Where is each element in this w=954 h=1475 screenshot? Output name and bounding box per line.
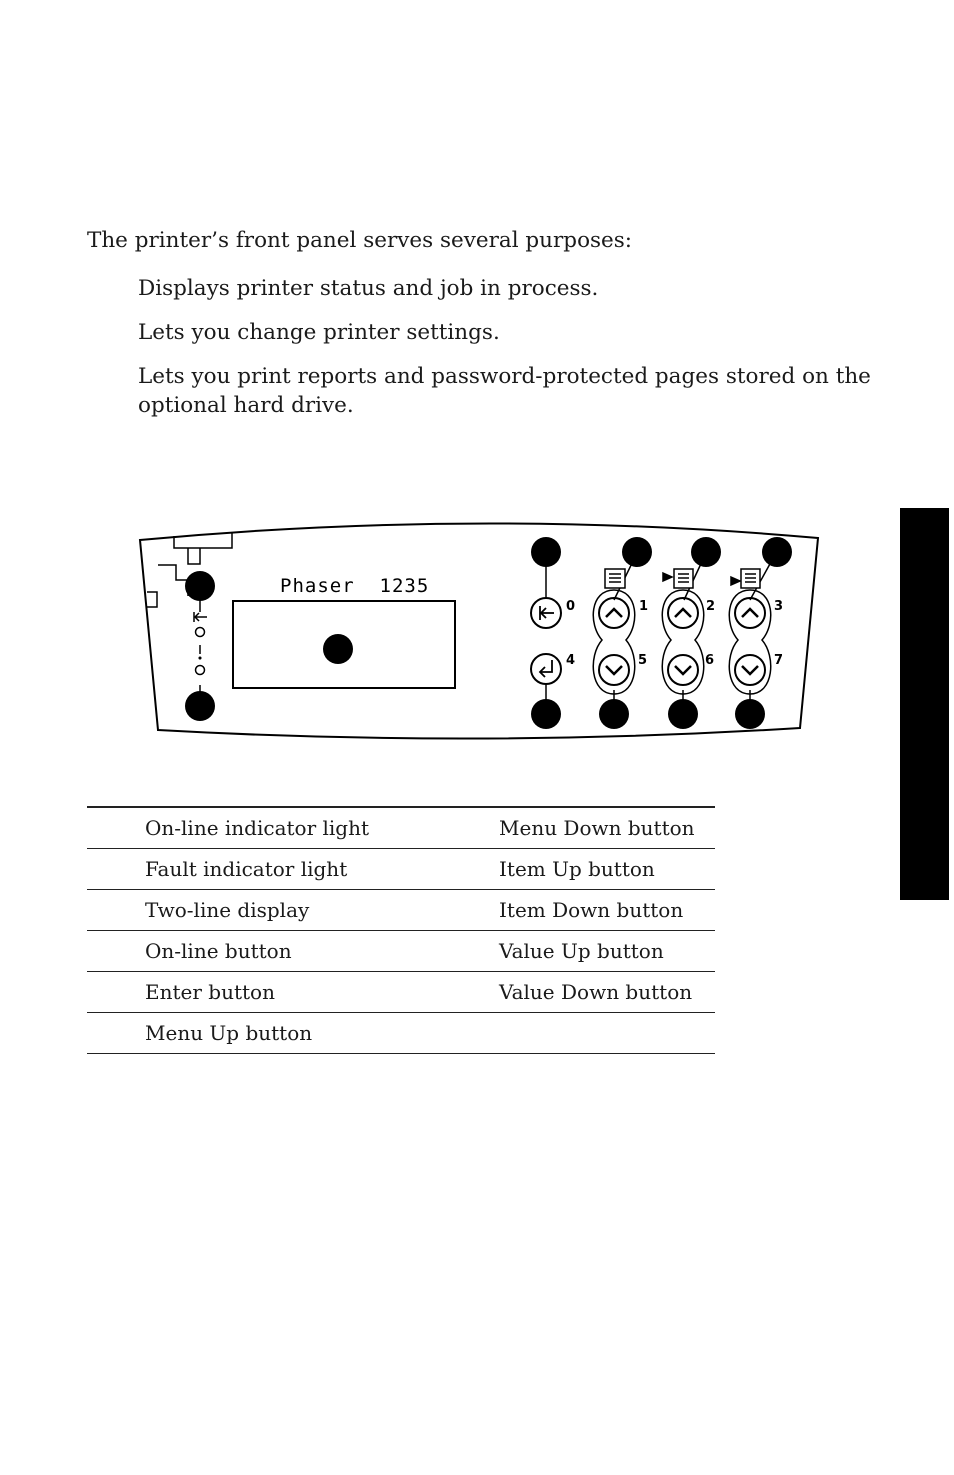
purpose-item: Lets you print reports and password-protected pages stored on the optional hard drive.	[138, 364, 871, 418]
model-label: Phaser 1235	[280, 575, 430, 597]
legend-cell: Two-line display	[87, 890, 499, 931]
chevron-down-icon	[675, 666, 691, 674]
chevron-up-icon	[742, 609, 758, 617]
panel-corner-decoration	[147, 532, 232, 607]
table-row	[87, 1013, 715, 1054]
value-button-group	[729, 590, 770, 694]
chapter-tab	[900, 508, 949, 900]
panel-outline	[140, 523, 818, 738]
chevron-down-icon	[606, 666, 622, 674]
key-number: 7	[774, 653, 784, 668]
value-up-button[interactable]	[735, 598, 765, 628]
menu-page-icon	[605, 569, 625, 588]
callout-marker	[599, 699, 629, 729]
enter-button[interactable]	[531, 654, 561, 684]
key-number: 2	[706, 599, 716, 614]
callout-marker	[735, 699, 765, 729]
table-row	[87, 931, 715, 972]
table-row	[87, 849, 715, 890]
callout-marker	[531, 699, 561, 729]
menu-button-group	[593, 590, 634, 694]
callout-marker	[622, 537, 652, 567]
item-page-icon	[663, 569, 693, 588]
menu-up-button[interactable]	[599, 598, 629, 628]
legend-cell: Value Down button	[499, 972, 715, 1013]
value-page-icon	[731, 569, 760, 588]
chevron-up-icon	[675, 609, 691, 617]
table-row	[87, 972, 715, 1013]
online-indicator-icon	[194, 612, 207, 637]
table-row	[87, 807, 715, 849]
chevron-down-icon	[742, 666, 758, 674]
key-number: 5	[638, 653, 648, 668]
item-up-button[interactable]	[668, 598, 698, 628]
callout-marker	[185, 571, 215, 601]
legend-cell: Item Down button	[499, 890, 715, 931]
online-button[interactable]	[531, 598, 561, 628]
key-number: 6	[705, 653, 715, 668]
purpose-item: Lets you change printer settings.	[138, 320, 500, 345]
enter-icon	[540, 660, 552, 677]
legend-cell: Menu Down button	[499, 807, 715, 849]
online-icon	[540, 606, 554, 620]
table-row	[87, 890, 715, 931]
callout-marker	[185, 691, 215, 721]
legend-cell: On-line button	[87, 931, 499, 972]
intro-text: The printer’s front panel serves several purposes:	[87, 228, 633, 253]
callout-marker	[668, 699, 698, 729]
key-number: 1	[639, 599, 649, 614]
legend-cell: Enter button	[87, 972, 499, 1013]
item-button-group	[662, 590, 703, 694]
legend-cell: Item Up button	[499, 849, 715, 890]
fault-indicator-icon	[196, 645, 205, 675]
menu-down-button[interactable]	[599, 655, 629, 685]
key-number: 3	[774, 599, 784, 614]
callout-marker	[762, 537, 792, 567]
panel-legend-table	[87, 806, 715, 1054]
legend-cell: Value Up button	[499, 931, 715, 972]
purpose-list	[138, 274, 878, 420]
key-number: 4	[566, 653, 576, 668]
legend-cell: Menu Up button	[87, 1013, 499, 1054]
callout-marker	[531, 537, 561, 567]
purpose-item: Displays printer status and job in process.	[138, 276, 599, 301]
legend-cell: Fault indicator light	[87, 849, 499, 890]
two-line-display	[233, 601, 455, 688]
callout-marker	[691, 537, 721, 567]
legend-cell	[499, 1013, 715, 1054]
legend-cell: On-line indicator light	[87, 807, 499, 849]
value-down-button[interactable]	[735, 655, 765, 685]
chevron-up-icon	[606, 609, 622, 617]
callout-marker	[323, 634, 353, 664]
item-down-button[interactable]	[668, 655, 698, 685]
key-number: 0	[566, 599, 576, 614]
